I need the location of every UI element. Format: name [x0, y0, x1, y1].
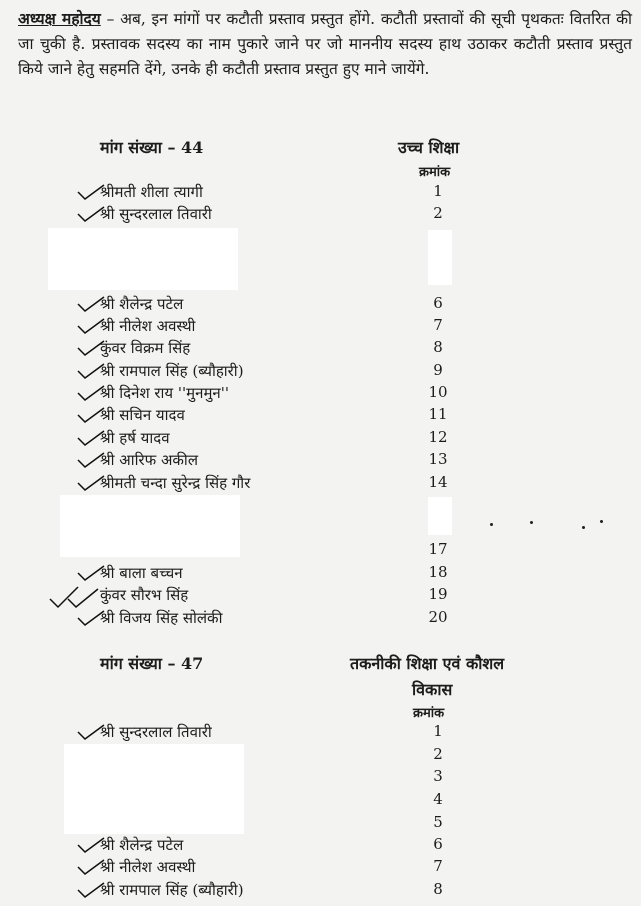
- member-name: श्री विजय सिंह सोलंकी: [100, 609, 223, 627]
- member-name: श्री नीलेश अवस्थी: [100, 317, 196, 335]
- list-item: [0, 338, 641, 360]
- scan-speck: [490, 523, 493, 526]
- list-item: [0, 182, 641, 204]
- serial-number: 6: [433, 835, 443, 853]
- demand-47-serial-header: क्रमांक: [413, 706, 445, 721]
- serial-number: 19: [428, 585, 448, 603]
- list-item: [0, 585, 641, 607]
- member-name: कुंवर सौरभ सिंह: [100, 586, 189, 604]
- redaction-patch: [48, 228, 238, 290]
- demand-47-label: मांग संख्या – 47: [100, 654, 204, 673]
- redaction-patch: [428, 497, 452, 535]
- list-item: [0, 383, 641, 405]
- scan-speck: [582, 526, 585, 529]
- serial-number: 11: [428, 405, 448, 423]
- member-name: श्री सुन्दरलाल तिवारी: [100, 723, 212, 741]
- serial-number: 1: [433, 182, 443, 200]
- serial-number: 12: [428, 428, 448, 446]
- list-item: [0, 722, 641, 744]
- serial-number: 7: [433, 316, 443, 334]
- serial-number: 13: [428, 450, 448, 468]
- scan-speck: [600, 520, 603, 523]
- list-item: [0, 880, 641, 902]
- speaker-label: अध्यक्ष महोदय: [18, 9, 101, 28]
- double-tick-mark-icon: [48, 585, 102, 609]
- member-name: श्री रामपाल सिंह (ब्यौहारी): [100, 362, 244, 380]
- list-item: [0, 405, 641, 427]
- list-item: [0, 835, 641, 857]
- scan-speck: [530, 521, 533, 524]
- serial-number: 6: [433, 294, 443, 312]
- intro-text: – अब, इन मांगों पर कटौती प्रस्ताव प्रस्तुत होंगे. कटौती प्रस्तावों की सूची पृथकतः वितरित की जा चुकी है. प्रस्तावक सदस्य का नाम पुकारे जाने पर जो माननीय सदस्य हाथ उठाकर कटौती प्रस्ताव प्रस्तुत किये जाने हेतु सहमति देंगे, उनके ही कटौती प्रस्ताव प्रस्तुत हुए माने जायेंगे.: [18, 10, 632, 78]
- list-item: [0, 428, 641, 450]
- serial-number: 20: [428, 608, 448, 626]
- serial-number: 1: [433, 722, 443, 740]
- serial-number: 2: [433, 204, 443, 222]
- serial-number: 8: [433, 338, 443, 356]
- list-item: [0, 450, 641, 472]
- intro-paragraph: [18, 6, 632, 82]
- member-name: श्री नीलेश अवस्थी: [100, 858, 196, 876]
- serial-number: 18: [428, 563, 448, 581]
- member-name: श्रीमती शीला त्यागी: [100, 183, 203, 201]
- serial-number: 4: [433, 790, 443, 808]
- member-name: श्री शैलेन्द्र पटेल: [100, 836, 184, 854]
- demand-44-serial-header: क्रमांक: [419, 165, 451, 180]
- member-name: श्री आरिफ अकील: [100, 451, 198, 469]
- demand-47-subject-line1: तकनीकी शिक्षा एवं कौशल: [350, 654, 505, 673]
- serial-number: 3: [433, 767, 443, 785]
- list-item: [0, 361, 641, 383]
- list-item: [0, 204, 641, 226]
- member-name: श्री रामपाल सिंह (ब्यौहारी): [100, 881, 244, 899]
- member-name: श्री शैलेन्द्र पटेल: [100, 295, 184, 313]
- member-name: श्री सुन्दरलाल तिवारी: [100, 205, 212, 223]
- member-name: श्रीमती चन्दा सुरेन्द्र सिंह गौर: [100, 474, 251, 492]
- member-name: श्री दिनेश राय ''मुनमुन'': [100, 384, 229, 402]
- member-name: कुंवर विक्रम सिंह: [100, 339, 191, 357]
- serial-number: 7: [433, 857, 443, 875]
- redaction-patch: [64, 744, 244, 834]
- list-item: [0, 473, 641, 495]
- demand-44-label: मांग संख्या – 44: [100, 138, 204, 157]
- member-name: श्री सचिन यादव: [100, 406, 185, 424]
- serial-number: 8: [433, 880, 443, 898]
- member-name: श्री हर्ष यादव: [100, 429, 170, 447]
- serial-number: 14: [428, 473, 448, 491]
- demand-44-subject: उच्च शिक्षा: [398, 138, 460, 157]
- list-item: [0, 563, 641, 585]
- member-name: श्री बाला बच्चन: [100, 564, 183, 582]
- serial-number: 17: [428, 540, 448, 558]
- list-item: [0, 316, 641, 338]
- list-item: [0, 608, 641, 630]
- serial-number: 10: [428, 383, 448, 401]
- serial-number: 2: [433, 745, 443, 763]
- serial-number: 9: [433, 361, 443, 379]
- serial-number: 5: [433, 813, 443, 831]
- list-item: [0, 857, 641, 879]
- demand-47-subject-line2: विकास: [412, 680, 453, 699]
- redaction-patch: [428, 230, 452, 285]
- redaction-patch: [60, 495, 240, 557]
- list-item: [0, 294, 641, 316]
